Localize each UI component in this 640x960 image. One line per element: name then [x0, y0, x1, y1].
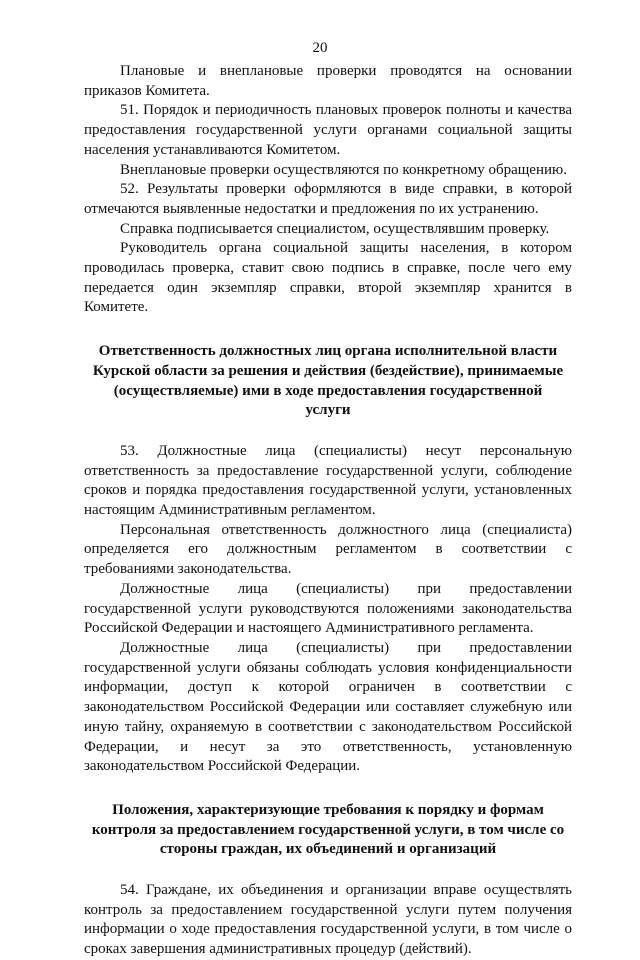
paragraph: Справка подписывается специалистом, осуществлявшим проверку.: [120, 220, 550, 237]
paragraph: Плановые и внеплановые проверки проводятся на основании приказов Комитета.: [84, 63, 572, 99]
paragraph: 54. Граждане, их объединения и организации вправе осуществлять контроль за предоставлением государственной услуги путем получения информации о ходе предоставления государственной услуги, в том числе о сроках завершения административных процедур (действий).: [84, 882, 572, 958]
paragraph: 52. Результаты проверки оформляются в виде справки, в которой отмечаются выявленные недостатки и предложения по их устранению.: [84, 181, 572, 217]
paragraph: Должностные лица (специалисты) при предоставлении государственной услуги обязаны соблюдать условия конфиденциальности информации, доступ к которой ограничен в соответствии с законодательством Российской Федерации или составляет служебную или иную тайну, охраняемую в соответствии с законодательством Российской Федерации, и несут за это ответственность, установленную законодательством Российской Федерации.: [84, 639, 572, 775]
page-number: 20: [312, 40, 328, 56]
paragraph: 51. Порядок и периодичность плановых проверок полноты и качества предоставления государственной услуги органами социальной защиты населения устанавливаются Комитетом.: [84, 102, 572, 158]
paragraph: Должностные лица (специалисты) при предоставлении государственной услуги руководствуются положениями законодательства Российской Федерации и настоящего Административного регламента.: [84, 580, 572, 637]
paragraph: Персональная ответственность должностного лица (специалиста) определяется его должностным регламентом в соответствии с требованиями законодательства.: [84, 521, 572, 578]
paragraph: 53. Должностные лица (специалисты) несут персональную ответственность за предоставление государственной услуги, соблюдение сроков и порядка предоставления государственной услуги, установленных настоящим Административным регламентом.: [84, 442, 572, 519]
section-heading: Ответственность должностных лиц органа исполнительной власти Курской области за решения и действия (бездействие), принимаемые (осуществляемые) ими в ходе предоставления государственной услуги: [92, 343, 564, 419]
paragraph: Внеплановые проверки осуществляются по конкретному обращению.: [120, 161, 567, 178]
document-body: [84, 62, 572, 960]
section-heading: Положения, характеризующие требования к порядку и формам контроля за предоставлением государственной услуги, в том числе со стороны граждан, их объединений и организаций: [91, 801, 565, 858]
paragraph: Руководитель органа социальной защиты населения, в котором проводилась проверка, ставит свою подпись в справке, после чего ему передается один экземпляр справки, второй экземпляр хранится в Комитете.: [84, 240, 572, 316]
